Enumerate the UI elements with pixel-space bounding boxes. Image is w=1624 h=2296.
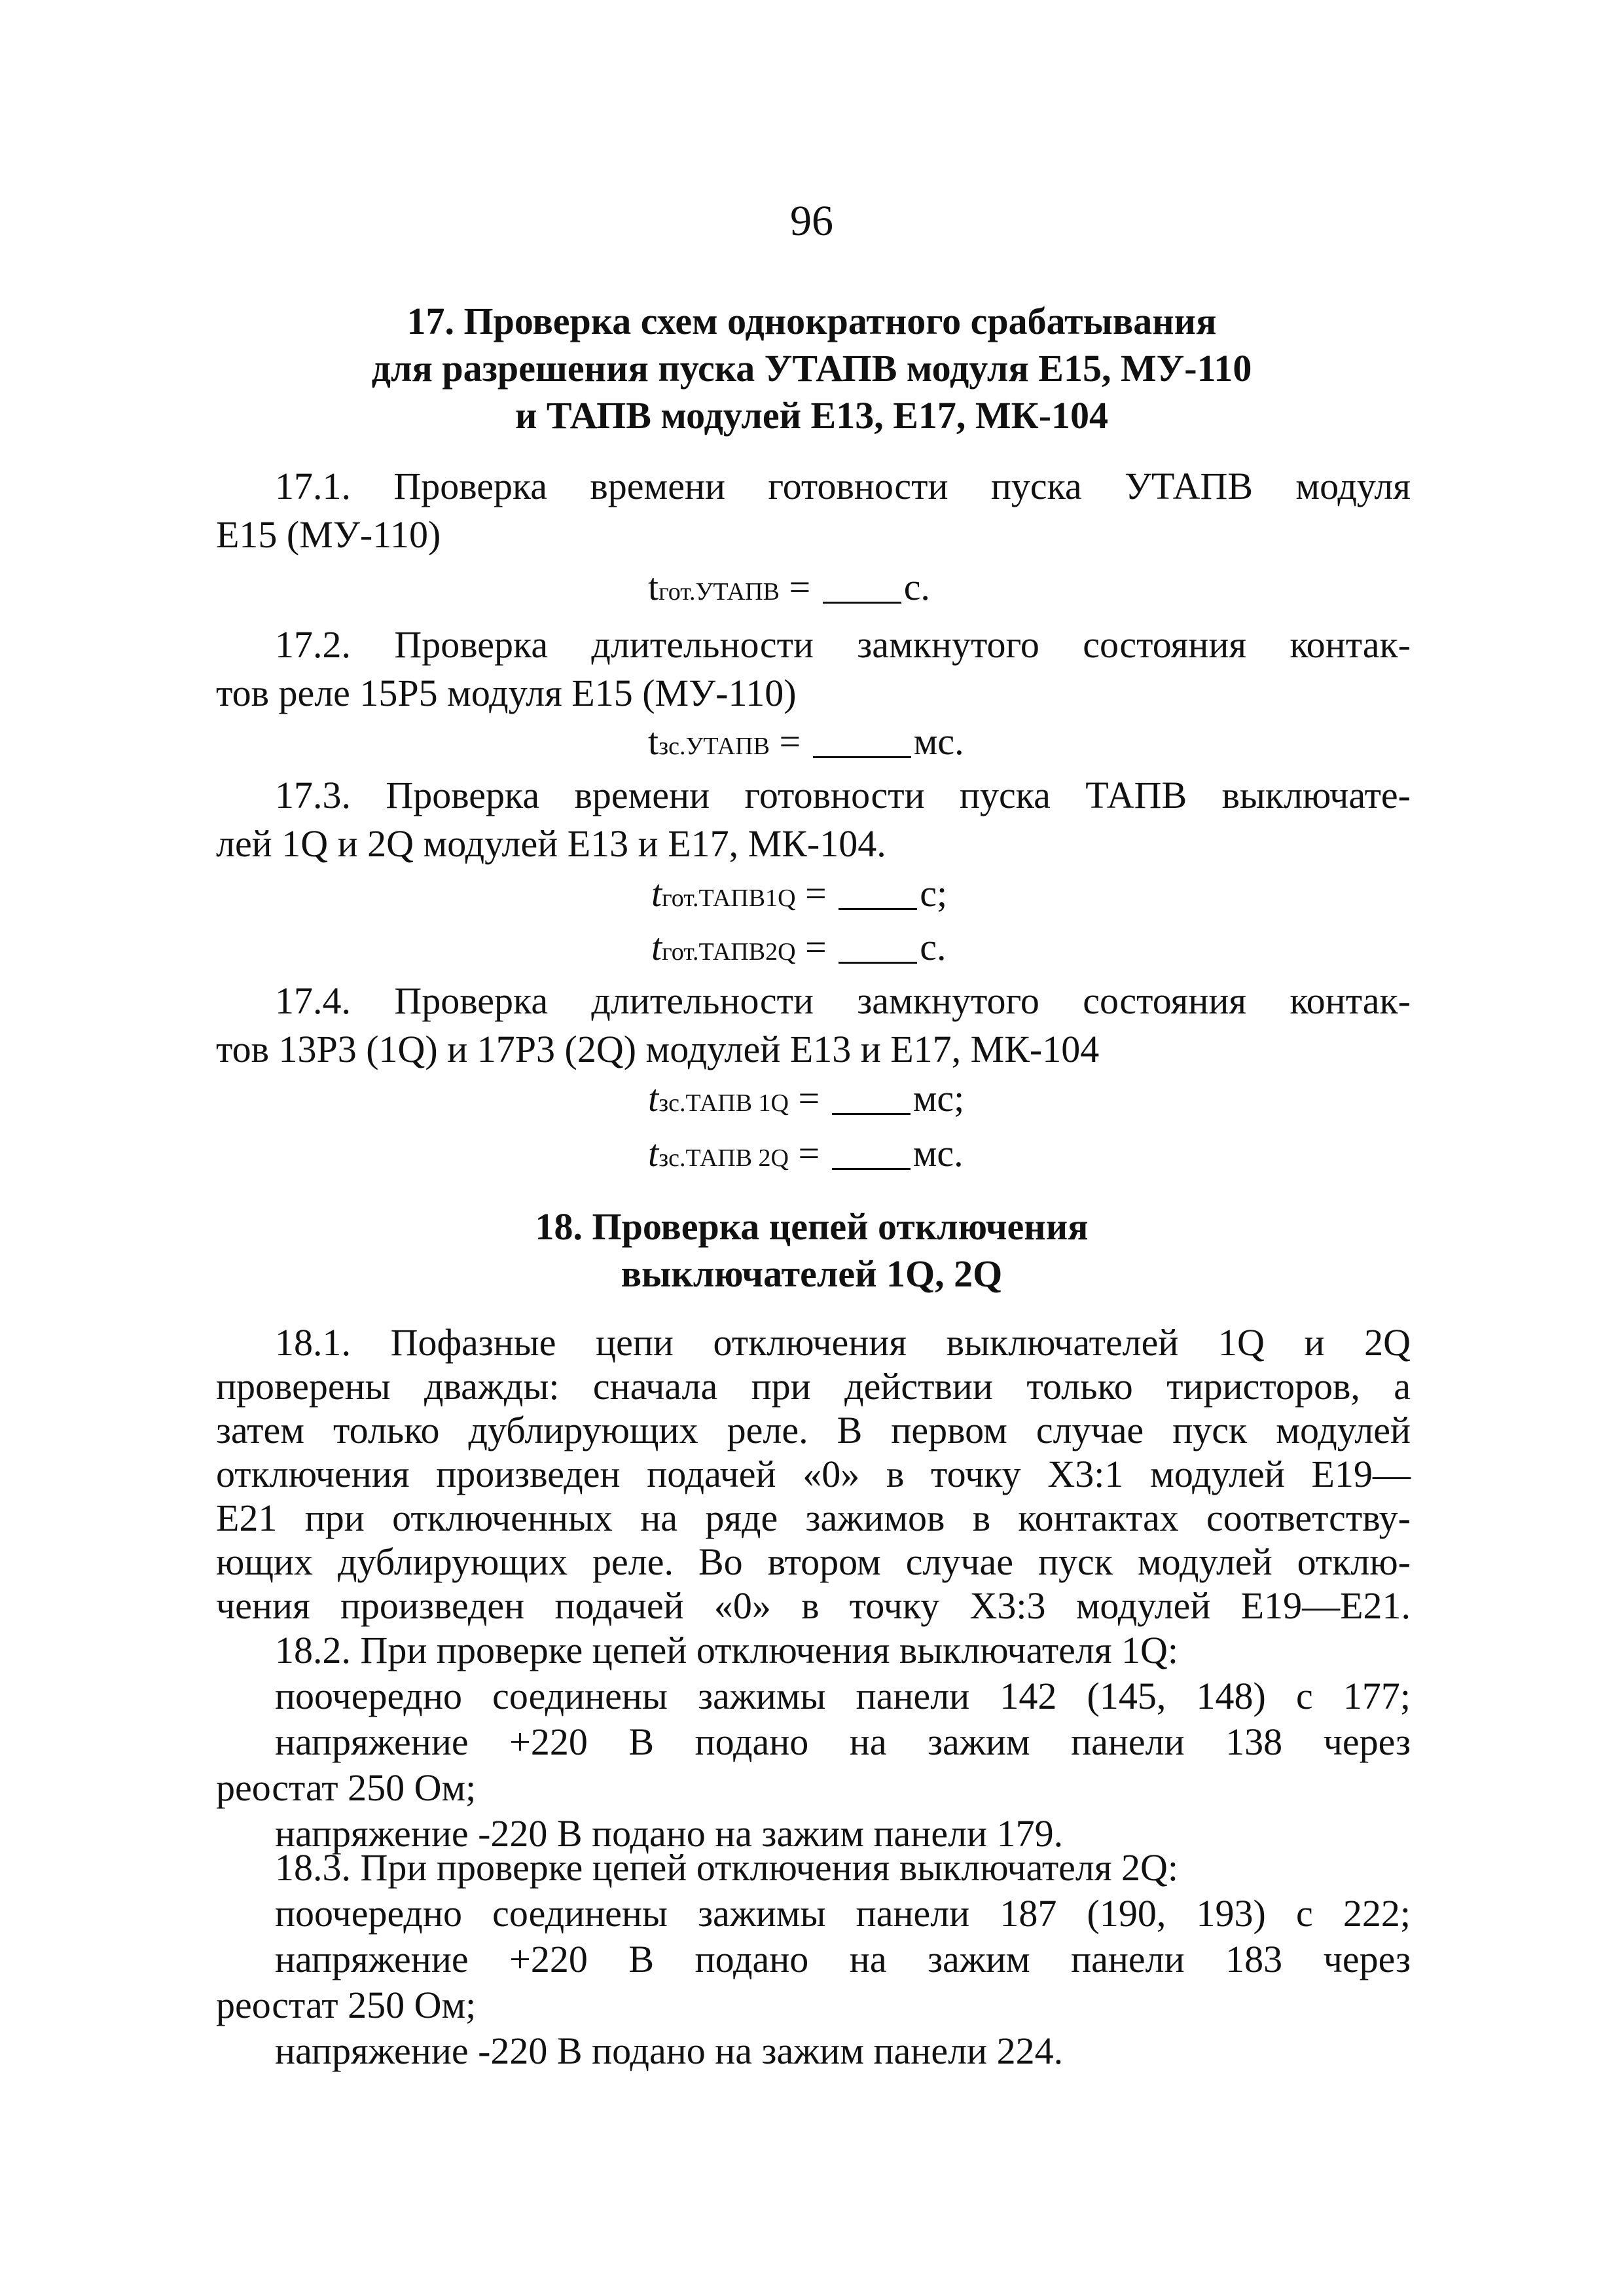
paragraph-17-1 bbox=[216, 462, 1411, 559]
text-line: 18.1. Пофазные цепи отключения выключателей 1Q и 2Q bbox=[275, 1321, 1411, 1364]
text-line: 17.1. Проверка времени готовности пуска УТАПВ модуля bbox=[275, 465, 1411, 507]
formula-subscript: зс.ТАПВ 2Q bbox=[659, 1144, 789, 1172]
blank-field bbox=[813, 756, 911, 758]
text-line: напряжение +220 В подано на зажим панели 183 через bbox=[275, 1938, 1411, 1980]
equals-sign: = bbox=[798, 1132, 820, 1175]
text-line: поочередно соединены зажимы панели 187 (190, 193) с 222; bbox=[275, 1892, 1411, 1935]
text-line: 17.2. Проверка длительности замкнутого состояния контак- bbox=[275, 623, 1411, 666]
formula-t-zs-tapv-2q bbox=[648, 1131, 964, 1181]
formula-unit: с; bbox=[920, 872, 948, 915]
blank-field bbox=[839, 908, 917, 910]
formula-symbol: t bbox=[651, 872, 662, 915]
formula-t-got-tapv-1q bbox=[651, 871, 947, 921]
text-line: поочередно соединены зажимы панели 142 (145, 148) с 177; bbox=[275, 1675, 1411, 1717]
formula-t-zs-tapv-1q bbox=[648, 1076, 964, 1126]
text-line: 17.3. Проверка времени готовности пуска ТАПВ выключате- bbox=[275, 774, 1411, 816]
blank-field bbox=[832, 1168, 911, 1170]
formula-symbol: t bbox=[651, 926, 662, 968]
paragraph-18-2 bbox=[216, 1628, 1411, 1857]
formula-subscript: зс.УТАПВ bbox=[659, 733, 770, 760]
formula-subscript: гот.ТАПВ1Q bbox=[662, 884, 796, 912]
formula-symbol: t bbox=[648, 1077, 659, 1120]
equals-sign: = bbox=[789, 566, 811, 608]
formula-subscript: гот.ТАПВ2Q bbox=[662, 938, 796, 966]
formula-t-got-tapv-2q bbox=[651, 924, 946, 975]
blank-field bbox=[839, 962, 917, 964]
text-line: реостат 250 Ом; bbox=[216, 1984, 477, 2026]
text-line: напряжение +220 В подано на зажим панели 138 через bbox=[275, 1721, 1411, 1763]
page-number: 96 bbox=[790, 197, 833, 245]
text-line: затем только дублирующих реле. В первом случае пуск модулей bbox=[216, 1409, 1411, 1451]
blank-field bbox=[832, 1113, 911, 1115]
text-line: чения произведен подачей «0» в точку Х3:3 модулей Е19—Е21. bbox=[216, 1584, 1411, 1627]
formula-unit: мс; bbox=[912, 1077, 965, 1120]
formula-symbol: t bbox=[648, 566, 659, 608]
equals-sign: = bbox=[798, 1077, 820, 1120]
text-line: реостат 250 Ом; bbox=[216, 1766, 477, 1809]
paragraph-17-4 bbox=[216, 977, 1411, 1074]
formula-t-got-utapv bbox=[648, 564, 930, 615]
formula-unit: с. bbox=[920, 926, 947, 968]
equals-sign: = bbox=[779, 720, 801, 763]
heading-line: выключателей 1Q, 2Q bbox=[621, 1252, 1003, 1295]
formula-subscript: зс.ТАПВ 1Q bbox=[659, 1089, 789, 1117]
text-line: 17.4. Проверка длительности замкнутого состояния контак- bbox=[275, 979, 1411, 1022]
heading-line: для разрешения пуска УТАПВ модуля Е15, МУ-110 bbox=[371, 347, 1252, 390]
text-line: проверены дважды: сначала при действии только тиристоров, а bbox=[216, 1365, 1411, 1408]
formula-symbol: t bbox=[648, 720, 659, 763]
text-line: тов 13Р3 (1Q) и 17Р3 (2Q) модулей Е13 и Е17, МК-104 bbox=[216, 1028, 1100, 1070]
text-line: лей 1Q и 2Q модулей Е13 и Е17, МК-104. bbox=[216, 822, 886, 865]
section-18-heading bbox=[216, 1203, 1407, 1298]
section-17-heading bbox=[216, 298, 1407, 439]
text-line: отключения произведен подачей «0» в точку Х3:1 модулей Е19— bbox=[216, 1453, 1411, 1495]
heading-line: и ТАПВ модулей Е13, Е17, МК-104 bbox=[514, 394, 1109, 437]
text-line: ющих дублирующих реле. Во втором случае пуск модулей отклю- bbox=[216, 1540, 1411, 1583]
formula-unit: мс. bbox=[913, 720, 964, 763]
text-line: напряжение -220 В подано на зажим панели 224. bbox=[275, 2030, 1064, 2072]
paragraph-17-2 bbox=[216, 621, 1411, 718]
text-line: 18.3. При проверке цепей отключения выключателя 2Q: bbox=[275, 1846, 1179, 1889]
formula-unit: с. bbox=[903, 566, 930, 608]
paragraph-18-3 bbox=[216, 1845, 1411, 2074]
formula-symbol: t bbox=[648, 1132, 659, 1175]
text-line: Е15 (МУ-110) bbox=[216, 513, 441, 556]
text-line: 18.2. При проверке цепей отключения выключателя 1Q: bbox=[275, 1629, 1179, 1671]
equals-sign: = bbox=[805, 926, 827, 968]
formula-t-zs-utapv bbox=[648, 719, 964, 769]
paragraph-18-1 bbox=[216, 1321, 1411, 1628]
paragraph-17-3 bbox=[216, 771, 1411, 868]
equals-sign: = bbox=[805, 872, 827, 915]
heading-line: 18. Проверка цепей отключения bbox=[535, 1205, 1089, 1248]
blank-field bbox=[823, 602, 901, 604]
text-line: тов реле 15Р5 модуля Е15 (МУ-110) bbox=[216, 672, 797, 714]
text-line: Е21 при отключенных на ряде зажимов в контактах соответству- bbox=[216, 1497, 1411, 1539]
formula-unit: мс. bbox=[912, 1132, 964, 1175]
formula-subscript: гот.УТАПВ bbox=[659, 578, 780, 606]
heading-line: 17. Проверка схем однократного срабатывания bbox=[406, 300, 1217, 342]
text-line: напряжение -220 В подано на зажим панели 179. bbox=[275, 1812, 1064, 1855]
